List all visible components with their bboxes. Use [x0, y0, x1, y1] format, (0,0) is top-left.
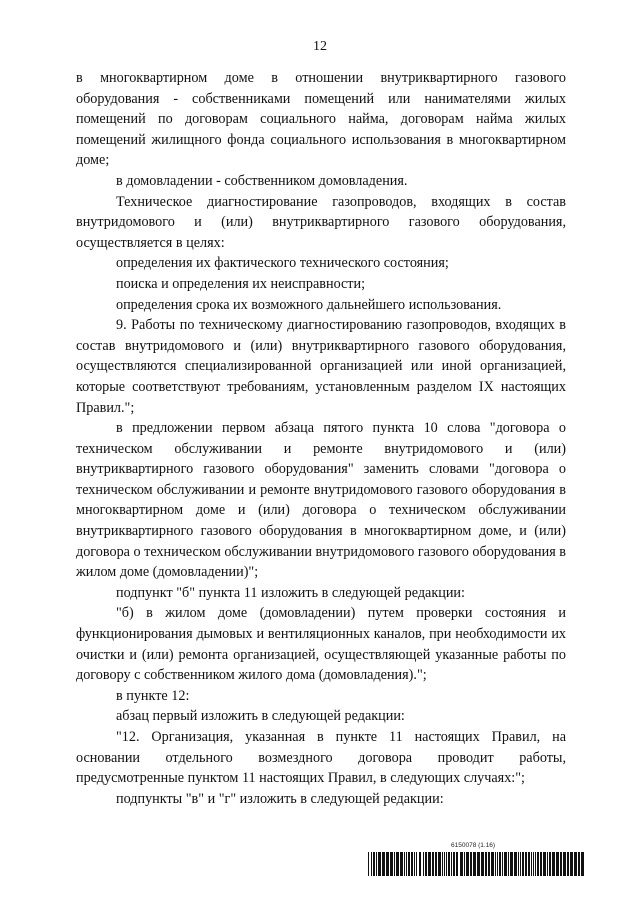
- barcode-bar: [386, 852, 389, 876]
- barcode-bar: [491, 852, 494, 876]
- barcode-bar: [563, 852, 566, 876]
- barcode-bar: [460, 852, 463, 876]
- barcode-bar: [533, 852, 534, 876]
- barcode-bar: [560, 852, 562, 876]
- barcode-bar: [451, 852, 452, 876]
- barcode-bar: [485, 852, 487, 876]
- barcode-bar: [477, 852, 480, 876]
- barcode-bar: [531, 852, 532, 876]
- barcode-bar: [464, 852, 465, 876]
- barcode-bar: [535, 852, 536, 876]
- barcode-bar: [537, 852, 539, 876]
- paragraph-12: абзац первый изложить в следующей редакции:: [116, 708, 405, 725]
- barcode-bar: [466, 852, 469, 876]
- barcode-bar: [396, 852, 399, 876]
- barcode-bar: [570, 852, 573, 876]
- barcode-bar: [446, 852, 447, 876]
- barcode-bar: [371, 852, 372, 876]
- barcode-bar: [574, 852, 577, 876]
- barcode-bar: [499, 852, 501, 876]
- paragraph-2: в домовладении - собственником домовладения.: [116, 172, 408, 189]
- barcode-bar: [556, 852, 559, 876]
- paragraph-8: в предложении первом абзаца пятого пункта 10 слова "договора о техническом обслуживании и ремонте внутридомового и (или) внутриквартирного газового оборудования" заменить словами "договора о техническом обслуживании и ремонте внутридомового газового оборудования в многоквартирном доме и (или) договора о техническом обслуживании внутриквартирного газового оборудования в многоквартирном доме, и (или) договора о техническом обслуживании внутридомового газового оборудования в жилом доме (домовладении)";: [76, 420, 566, 581]
- barcode-bar: [435, 852, 437, 876]
- barcode-bar: [390, 852, 393, 876]
- barcode-bar: [425, 852, 427, 876]
- barcode-bar: [416, 852, 417, 876]
- page-number: 12: [313, 39, 327, 54]
- barcode-bar: [442, 852, 443, 876]
- barcode-bar: [378, 852, 381, 876]
- barcode-bar: [438, 852, 441, 876]
- barcode-bar: [448, 852, 450, 876]
- paragraph-11: в пункте 12:: [116, 687, 190, 704]
- paragraph-4: определения их фактического технического состояния;: [116, 255, 449, 272]
- barcode-bar: [488, 852, 490, 876]
- barcode-bar: [411, 852, 413, 876]
- paragraph-7: 9. Работы по техническому диагностированию газопроводов, входящих в состав внутридомового и (или) внутриквартирного газового оборудования, осуществляются специализированной организацией или иной организацией, которые соответствуют требованиям, установленным разделом IX настоящих Правил.";: [76, 317, 566, 416]
- barcode-bar: [495, 852, 496, 876]
- barcode-bar: [414, 852, 415, 876]
- barcode-bar: [382, 852, 385, 876]
- barcode-bar: [528, 852, 530, 876]
- barcode-bar: [525, 852, 527, 876]
- barcode-bar: [400, 852, 403, 876]
- paragraph-6: определения срока их возможного дальнейшего использования.: [116, 296, 502, 313]
- paragraph-13: "12. Организация, указанная в пункте 11 настоящих Правил, на основании отдельного возмездного договора проводит работы, предусмотренные пунктом 11 настоящих Правил, в следующих случаях:";: [76, 729, 566, 787]
- barcode-bar: [540, 852, 542, 876]
- barcode-bar: [373, 852, 375, 876]
- barcode-bar: [376, 852, 377, 876]
- barcode-bar: [543, 852, 546, 876]
- barcode-bar: [514, 852, 517, 876]
- barcode-bar: [581, 852, 584, 876]
- barcode-bar: [368, 852, 369, 876]
- paragraph-3: Техническое диагностирование газопроводов, входящих в состав внутридомового и (или) внутриквартирного газового оборудования, осуществляется в целях:: [76, 193, 566, 251]
- barcode-bar: [404, 852, 405, 876]
- paragraph-14: подпункты "в" и "г" изложить в следующей редакции:: [116, 790, 444, 807]
- barcode-bar: [470, 852, 472, 876]
- barcode-bar: [552, 852, 555, 876]
- barcode-bar: [428, 852, 431, 876]
- barcode-bar: [473, 852, 476, 876]
- barcode-bar: [547, 852, 548, 876]
- barcode-bar: [456, 852, 458, 876]
- barcode-bar: [549, 852, 551, 876]
- barcode-bar: [419, 852, 421, 876]
- paragraph-1: в многоквартирном доме в отношении внутриквартирного газового оборудования - собственниками помещений или нанимателями жилых помещений по договорам социального найма, договорам найма жилых помещений жилищного фонда социального использования в многоквартирном доме;: [76, 70, 566, 169]
- barcode-bar: [406, 852, 407, 876]
- barcode-bar: [432, 852, 434, 876]
- paragraph-5: поиска и определения их неисправности;: [116, 275, 366, 292]
- barcode-bar: [518, 852, 519, 876]
- barcode-bar: [497, 852, 498, 876]
- paragraph-10: "б) в жилом доме (домовладении) путем проверки состояния и функционирования дымовых и вентиляционных каналов, при необходимости их очистки и (или) ремонта организацией, осуществляющей указанные работы по договору с собственником жилого дома (домовладения).";: [76, 605, 566, 684]
- document-code: 6150078 (1.16): [451, 842, 496, 849]
- barcode-bar: [453, 852, 455, 876]
- document-body: [76, 68, 566, 809]
- barcode-bar: [408, 852, 410, 876]
- barcode-bar: [567, 852, 569, 876]
- barcode-bar: [504, 852, 507, 876]
- barcode-bar: [522, 852, 524, 876]
- barcode-image: [367, 852, 587, 876]
- barcode-bar: [481, 852, 484, 876]
- paragraph-9: подпункт "б" пункта 11 изложить в следующей редакции:: [116, 584, 465, 601]
- barcode-bar: [508, 852, 509, 876]
- barcode-bar: [510, 852, 513, 876]
- barcode-bar: [444, 852, 445, 876]
- barcode-bar: [394, 852, 395, 876]
- barcode-bar: [423, 852, 424, 876]
- barcode-bar: [502, 852, 503, 876]
- barcode-bar: [578, 852, 580, 876]
- barcode-bar: [520, 852, 521, 876]
